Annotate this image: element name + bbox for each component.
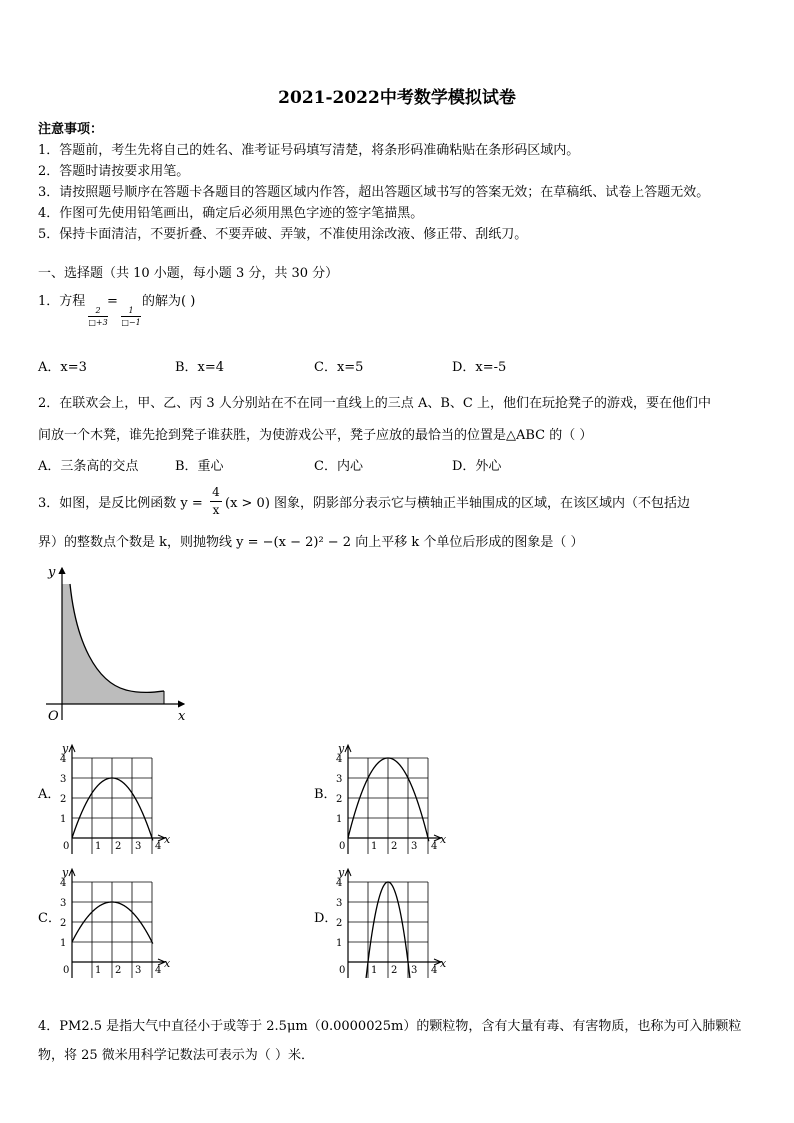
- q1-rhs-denominator: □−1: [121, 318, 141, 327]
- x-tick-label: 3: [411, 841, 418, 852]
- notice-item-3: 3．请按照题号顺序在答题卡各题目的答题区域内作答，超出答题区域书写的答案无效；在草稿纸、试卷上答题无效。: [38, 185, 710, 200]
- q2-option-b: B．重心: [175, 459, 224, 474]
- x-tick-label: 3: [135, 965, 142, 976]
- q3-option-d-label: D．: [314, 911, 338, 926]
- q3-option-b-graph: [328, 730, 458, 854]
- q3-line-1-end: (x > 0) 图象，阴影部分表示它与横轴正半轴围成的区域，在该区域内（不包括边: [225, 496, 691, 511]
- x-tick-label: 4: [431, 965, 438, 976]
- y-tick-label: 4: [336, 754, 343, 765]
- x-tick-label: 2: [115, 965, 122, 976]
- q1-lhs-numerator: 2: [95, 306, 101, 315]
- parabola-curve: [72, 778, 153, 840]
- x-tick-label: 4: [155, 841, 162, 852]
- y-tick-label: 2: [60, 918, 67, 929]
- q3-option-a-label: A．: [38, 787, 61, 802]
- x-axis-label: x: [440, 833, 447, 846]
- q3-option-d-graph: [328, 854, 458, 978]
- y-tick-label: 1: [336, 938, 343, 949]
- y-tick-label: 4: [60, 754, 67, 765]
- x-tick-label: 0: [63, 965, 70, 976]
- x-tick-label: 1: [95, 841, 102, 852]
- y-tick-label: 2: [336, 794, 343, 805]
- q3-line-1-start: 3．如图，是反比例函数 y =: [38, 496, 203, 511]
- y-tick-label: 2: [336, 918, 343, 929]
- q3-fraction-numerator: 4: [212, 485, 220, 499]
- q1-lhs-denominator: □+3: [88, 318, 108, 327]
- q3-option-c-label: C．: [38, 911, 61, 926]
- x-tick-label: 1: [95, 965, 102, 976]
- q1-rhs-numerator: 1: [128, 306, 134, 315]
- q2-option-d: D．外心: [452, 459, 502, 474]
- y-tick-label: 2: [60, 794, 67, 805]
- x-axis-label: x: [164, 957, 171, 970]
- y-axis-label: y: [62, 866, 69, 879]
- section-heading: 一、选择题（共 10 小题，每小题 3 分，共 30 分）: [38, 266, 339, 281]
- x-tick-label: 3: [411, 965, 418, 976]
- q2-option-a: A．三条高的交点: [38, 459, 139, 474]
- y-tick-label: 3: [336, 774, 343, 785]
- q3-line-2: 界）的整数点个数是 k，则抛物线 y = −(x − 2)² − 2 向上平移 k 个单位后形成的图象是（ ）: [38, 535, 584, 550]
- q1-prefix: 1．方程: [38, 294, 86, 309]
- y-tick-label: 1: [336, 814, 343, 825]
- y-tick-label: 3: [336, 898, 343, 909]
- y-axis-label: y: [62, 742, 69, 755]
- y-axis-label: y: [338, 866, 345, 879]
- x-tick-label: 4: [431, 841, 438, 852]
- origin-label: O: [48, 709, 59, 724]
- q1-suffix: 的解为( ): [142, 294, 196, 309]
- q3-option-a-graph: [52, 730, 182, 854]
- q3-option-c-graph: [52, 854, 182, 978]
- notice-item-2: 2．答题时请按要求用笔。: [38, 164, 190, 179]
- q3-hyperbola-figure: [36, 562, 196, 726]
- y-tick-label: 3: [60, 898, 67, 909]
- q4-line-1: 4．PM2.5 是指大气中直径小于或等于 2.5μm（0.0000025m）的颗粒物，含有大量有毒、有害物质，也称为可入肺颗粒: [38, 1019, 742, 1034]
- x-axis-label: x: [164, 833, 171, 846]
- y-tick-label: 1: [60, 814, 67, 825]
- q2-line-1: 2．在联欢会上，甲、乙、丙 3 人分别站在不在同一直线上的三点 A、B、C 上，他们在玩抢凳子的游戏，要在他们中: [38, 396, 711, 411]
- q3-fraction-bar: [210, 501, 222, 502]
- q1-rhs-fraction-bar: [121, 316, 141, 317]
- x-tick-label: 3: [135, 841, 142, 852]
- q4-line-2: 物，将 25 微米用科学记数法可表示为（ ）米．: [38, 1048, 314, 1063]
- y-tick-label: 1: [60, 938, 67, 949]
- notice-item-1: 1．答题前，考生先将自己的姓名、准考证号码填写清楚，将条形码准确粘贴在条形码区域内。: [38, 143, 580, 158]
- x-tick-label: 2: [391, 965, 398, 976]
- q2-line-2: 间放一个木凳，谁先抢到凳子谁获胜，为使游戏公平，凳子应放的最恰当的位置是△ABC 的（ ）: [38, 428, 593, 443]
- y-tick-label: 3: [60, 774, 67, 785]
- q1-equals: =: [107, 294, 118, 309]
- shaded-region: [62, 584, 164, 704]
- y-axis-label: y: [48, 565, 56, 580]
- x-tick-label: 1: [371, 965, 378, 976]
- x-tick-label: 2: [115, 841, 122, 852]
- x-tick-label: 2: [391, 841, 398, 852]
- q1-option-b: B．x=4: [175, 360, 225, 375]
- parabola-curve: [72, 902, 153, 944]
- y-tick-label: 4: [60, 878, 67, 889]
- x-axis-label: x: [178, 709, 186, 724]
- y-axis-label: y: [338, 742, 345, 755]
- q1-lhs-fraction-bar: [88, 316, 108, 317]
- x-tick-label: 0: [339, 965, 346, 976]
- notice-item-5: 5．保持卡面清洁，不要折叠、不要弄破、弄皱，不准使用涂改液、修正带、刮纸刀。: [38, 227, 528, 242]
- q1-option-a: A．x=3: [38, 360, 87, 375]
- q1-option-c: C．x=5: [314, 360, 364, 375]
- q1-option-d: D．x=-5: [452, 360, 507, 375]
- page-title: 2021-2022中考数学模拟试卷: [278, 88, 516, 108]
- notice-heading: 注意事项：: [38, 122, 104, 137]
- x-tick-label: 1: [371, 841, 378, 852]
- q3-fraction-denominator: x: [212, 503, 220, 517]
- q2-option-c: C．内心: [314, 459, 363, 474]
- x-axis-label: x: [440, 957, 447, 970]
- x-tick-label: 0: [339, 841, 346, 852]
- q3-option-b-label: B．: [314, 787, 337, 802]
- y-tick-label: 4: [336, 878, 343, 889]
- notice-item-4: 4．作图可先使用铅笔画出，确定后必须用黑色字迹的签字笔描黑。: [38, 206, 424, 221]
- x-tick-label: 0: [63, 841, 70, 852]
- x-tick-label: 4: [155, 965, 162, 976]
